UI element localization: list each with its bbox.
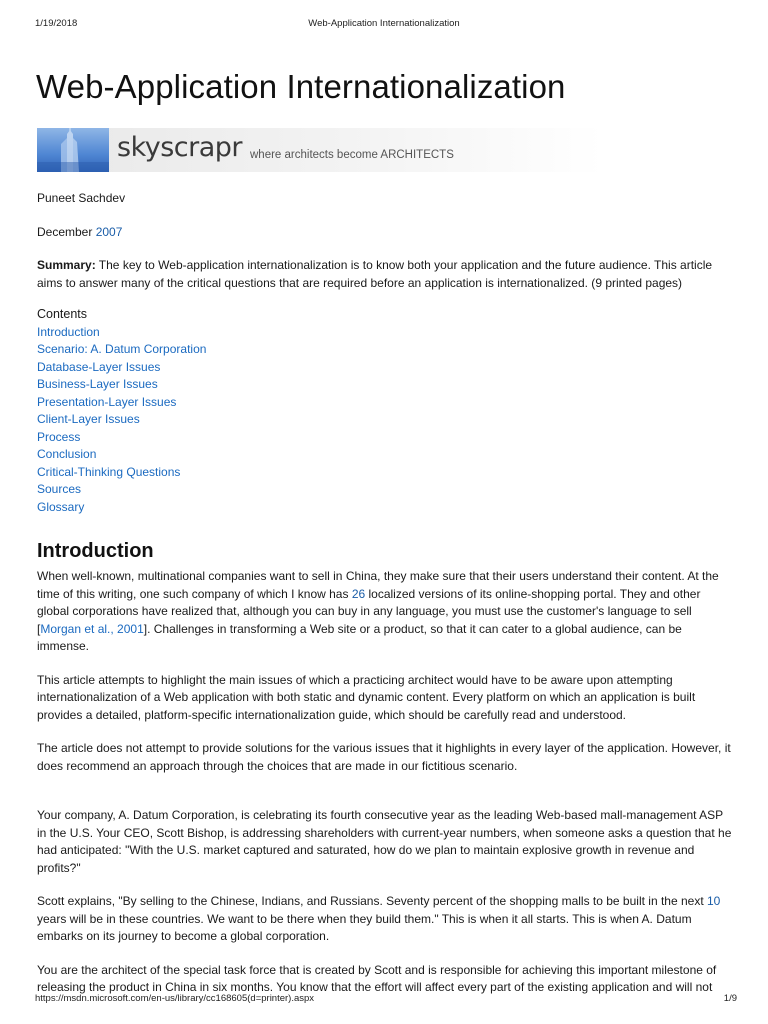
print-header-title: Web-Application Internationalization	[308, 18, 460, 29]
introduction-paragraph-1: When well-known, multinational companies want to sell in China, they make sure that their users understand their content. At the time of this writing, one such company of which I know has 26 localized versions of its online-shopping portal. They and other global corporations have realized that, although you can buy in any language, you must use the customer's language to sell [Morgan et al., 2001]. Challenges in transforming a Web site or a product, so that it can cater to a global audience, can be immense.	[37, 569, 719, 653]
toc-link-database-layer[interactable]: Database-Layer Issues	[37, 359, 161, 374]
page-url: https://msdn.microsoft.com/en-us/library/cc168605(d=printer).aspx	[35, 993, 315, 1004]
toc-link-client-layer[interactable]: Client-Layer Issues	[37, 412, 140, 426]
citation-link[interactable]: Morgan et al., 2001	[40, 621, 144, 636]
introduction-heading: Introduction	[37, 540, 154, 562]
introduction-paragraph-2: This article attempts to highlight the main issues of which a practicing architect would have to be aware upon attempting internationalization of a Web application with both static and dynamic content. Every platform on which an application is built provides a detailed, platform-specific internationalization guide, which should be carefully read and understood.	[37, 672, 696, 722]
toc-link-glossary[interactable]: Glossary	[37, 499, 85, 514]
brand-tagline: where architects become ARCHITECTS	[250, 149, 454, 161]
toc-link-scenario[interactable]: Scenario: A. Datum Corporation	[37, 342, 207, 356]
scenario-paragraph-3: You are the architect of the special task force that is created by Scott and is responsible for achieving this important milestone of releasing the product in China in six months. You know that the effort will affect every part of the existing application and will not	[37, 962, 717, 994]
toc-link-introduction[interactable]: Introduction	[37, 324, 100, 339]
skyscraper-image	[37, 128, 109, 172]
scenario-paragraph-1: Your company, A. Datum Corporation, is celebrating its fourth consecutive year as the leading Web-based mall-management ASP in the U.S. Your CEO, Scott Bishop, is addressing shareholders with current-year numbers, when someone asks a question that he had anticipated: "With the U.S. market captured and saturated, how do we plan to maintain explosive growth in revenue and profits?"	[37, 808, 732, 875]
table-of-contents	[37, 324, 732, 517]
skyscrapr-banner	[37, 128, 603, 172]
toc-link-presentation-layer[interactable]: Presentation-Layer Issues	[37, 394, 177, 409]
toc-link-critical-thinking[interactable]: Critical-Thinking Questions	[37, 464, 181, 479]
article-summary: Summary: The key to Web-application internationalization is to know both your application and the future audience. This article aims to answer many of the critical questions that are required before an application is internationalized. (9 printed pages)	[37, 258, 713, 290]
summary-label: Summary:	[37, 258, 96, 272]
article-body	[37, 190, 732, 1013]
toc-link-sources[interactable]: Sources	[37, 482, 82, 496]
author-name: Puneet Sachdev	[37, 191, 126, 205]
print-date: 1/19/2018	[35, 18, 78, 29]
page-title: Web-Application Internationalization	[36, 68, 566, 105]
introduction-paragraph-3: The article does not attempt to provide solutions for the various issues that it highlights in every layer of the application. However, it does recommend an approach through the choices that are made in our fictitious scenario.	[37, 741, 731, 773]
scenario-paragraph-2: Scott explains, "By selling to the Chinese, Indians, and Russians. Seventy percent of the shopping malls to be built in the next 10 years will be in these countries. We want to be there when they build them." This is when it all starts. This is when A. Datum embarks on its journey to become a global corporation.	[37, 894, 721, 943]
print-header	[0, 18, 768, 32]
toc-link-process[interactable]: Process	[37, 429, 81, 444]
brand-logo: skyscrapr	[117, 132, 243, 163]
page-number: 1/9	[723, 993, 737, 1004]
publication-date: December 2007	[37, 224, 123, 239]
contents-heading: Contents	[37, 307, 88, 321]
toc-link-business-layer[interactable]: Business-Layer Issues	[37, 377, 158, 391]
toc-link-conclusion[interactable]: Conclusion	[37, 447, 97, 461]
